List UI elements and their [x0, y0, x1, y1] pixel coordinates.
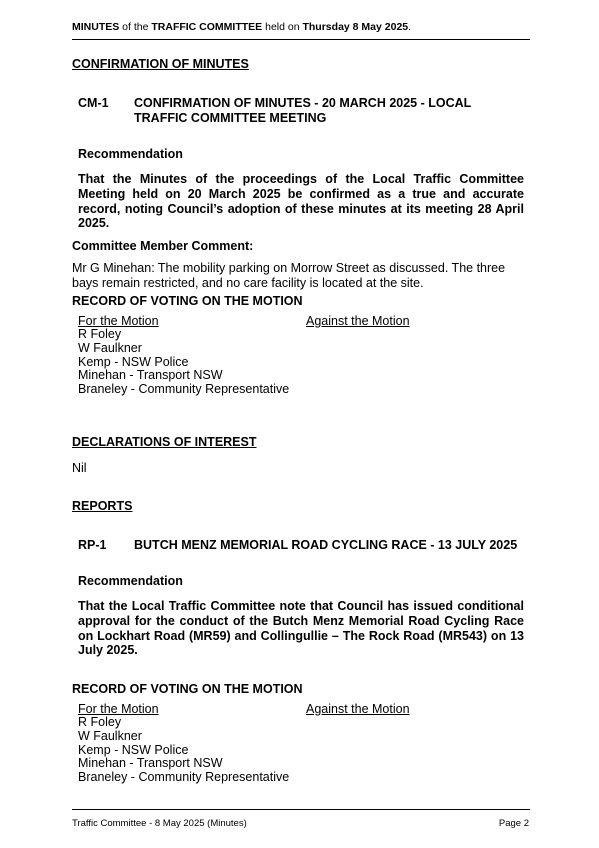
list-item: W Faulkner — [78, 728, 142, 743]
rp1-code: RP-1 — [78, 538, 107, 552]
footer-page-number: Page 2 — [498, 818, 529, 829]
rp1-for-label: For the Motion — [78, 702, 159, 716]
list-item: Kemp - NSW Police — [78, 354, 189, 369]
cm1-against-label: Against the Motion — [306, 314, 410, 328]
rp1-recommendation-text: That the Local Traffic Committee note that Council has issued conditional approval for the conduct of the Butch Menz Memorial Road Cycling Race on Lockhart Road (MR59) and Collingullie – The Rock Road (MR543) on 13 July 2025. — [78, 599, 524, 658]
rp1-voting-heading: RECORD OF VOTING ON THE MOTION — [72, 682, 303, 696]
header-minutes: MINUTES — [72, 21, 120, 33]
header-of-the: of the — [119, 21, 152, 33]
footer-rule — [72, 809, 530, 810]
cm1-recommendation-label: Recommendation — [78, 147, 183, 161]
declarations-heading: DECLARATIONS OF INTEREST — [72, 435, 257, 449]
cm1-recommendation-text: That the Minutes of the proceedings of the Local Traffic Committee Meeting held on 20 March 2025 be confirmed as a true and accurate record, noting Council’s adoption of these minutes at its meeting 28 April 2025. — [78, 172, 524, 231]
list-item: Braneley - Community Representative — [78, 382, 290, 397]
cm1-code: CM-1 — [78, 96, 109, 110]
header-held-on: held on — [262, 21, 303, 33]
comment-label: Committee Member Comment: — [72, 239, 254, 253]
rp1-recommendation-label: Recommendation — [78, 574, 183, 588]
list-item: Minehan - Transport NSW — [78, 756, 223, 771]
comment-text: Mr G Minehan: The mobility parking on Morrow Street as discussed. The three bays remain restricted, and no care facility is located at the site. — [72, 261, 506, 290]
list-item: Braneley - Community Representative — [78, 770, 290, 785]
header-date: Thursday 8 May 2025 — [302, 21, 409, 33]
cm1-for-label: For the Motion — [78, 314, 159, 328]
cm1-voting-heading: RECORD OF VOTING ON THE MOTION — [72, 294, 303, 308]
header-end: . — [408, 21, 412, 33]
reports-heading: REPORTS — [72, 499, 133, 513]
rp1-for-members — [78, 716, 289, 785]
list-item: Minehan - Transport NSW — [78, 368, 223, 383]
header-rule — [72, 39, 530, 40]
list-item: R Foley — [78, 715, 122, 729]
list-item: R Foley — [78, 327, 122, 341]
footer-left: Traffic Committee - 8 May 2025 (Minutes) — [72, 818, 247, 829]
header-committee: TRAFFIC COMMITTEE — [151, 21, 263, 33]
page-header — [72, 21, 411, 33]
cm1-title: CONFIRMATION OF MINUTES - 20 MARCH 2025 - LOCAL TRAFFIC COMMITTEE MEETING — [134, 96, 472, 125]
list-item: W Faulkner — [78, 340, 142, 355]
rp1-against-label: Against the Motion — [306, 702, 410, 716]
cm1-for-members — [78, 328, 289, 397]
rp1-title: BUTCH MENZ MEMORIAL ROAD CYCLING RACE - 13 JULY 2025 — [134, 538, 518, 552]
list-item: Kemp - NSW Police — [78, 742, 189, 757]
confirmation-heading: CONFIRMATION OF MINUTES — [72, 57, 249, 71]
declarations-text: Nil — [72, 461, 87, 475]
